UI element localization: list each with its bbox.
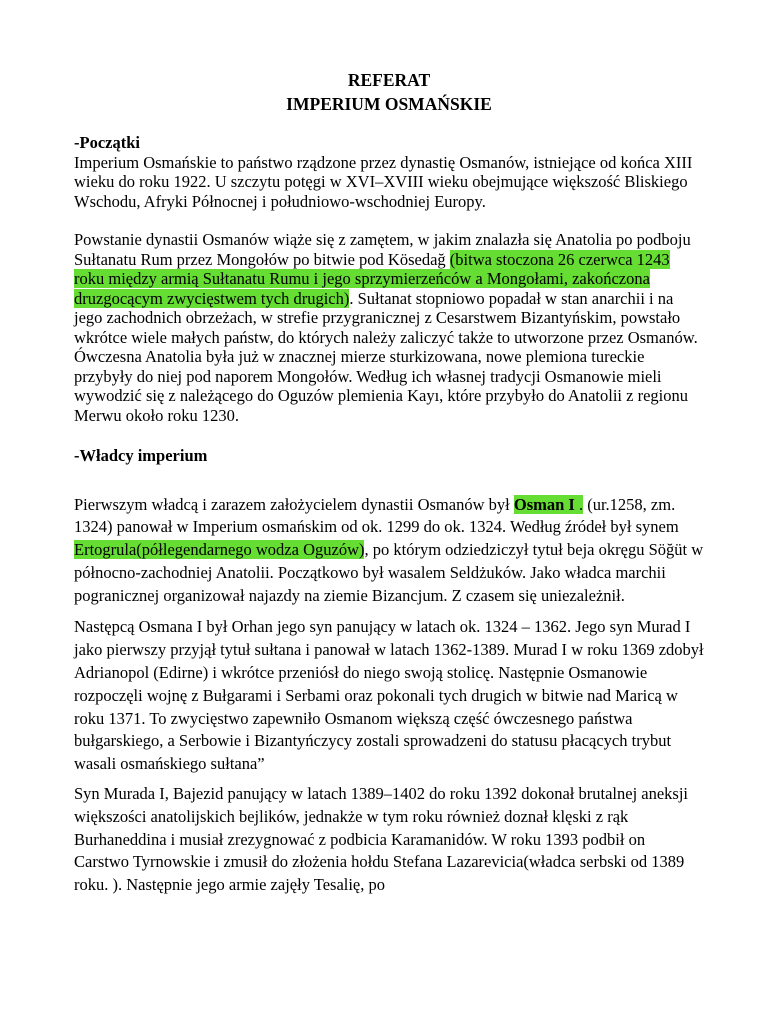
highlighted-text-ertogrul: Ertogrula(półlegendarnego wodza Oguzów)	[74, 540, 365, 560]
document-title	[74, 68, 704, 116]
section-heading-beginnings: -Początki	[74, 133, 140, 152]
paragraph-dynasty-origins	[74, 230, 704, 425]
text-segment: . Sułtanat stopniowo popadał w stan anarchii i na jego zachodnich obrzeżach, w strefie przygranicznej z Cesarstwem Bizantyńskim, powstało wkrótce wiele małych państw, do których należy zaliczyć także to utworzone przez Osmanów. Ówczesna Anatolia była już w znacznej mierze sturkizowana, nowe plemiona tureckie przybyły do niej pod naporem Mongołów. Według ich własnej tradycji Osmanowie mieli wywodzić się z należącego do Oguzów plemienia Kayı, które przybyło do Anatolii z regionu Merwu około roku 1230.	[74, 288, 698, 425]
highlighted-text-osman: Osman I	[513, 494, 579, 514]
text-segment: Powstanie dynastii Osmanów wiąże się z zamętem, w jakim znalazła się Anatolia po podboju Sułtanatu Rum przez Mongołów po bitwie pod Kösedağ	[74, 230, 691, 269]
title-line-2: IMPERIUM OSMAŃSKIE	[286, 94, 492, 114]
text-segment: Pierwszym władcą i zarazem założycielem dynastii Osmanów był	[74, 494, 514, 514]
highlighted-text-osman-tail: .	[578, 494, 584, 514]
paragraph-orhan-murad: Następcą Osmana I był Orhan jego syn panujący w latach ok. 1324 – 1362. Jego syn Murad I jako pierwszy przyjął tytuł sułtana i panował w latach 1362-1389. Murad I w roku 1369 zdobył Adrianopol (Edirne) i wkrótce przeniósł do niego swoją stolicę. Następnie Osmanowie rozpoczęli wojnę z Bułgarami i Serbami oraz pokonali tych drugich w bitwie nad Maricą w roku 1371. To zwycięstwo zapewniło Osmanom większą część ówczesnego państwa bułgarskiego, a Serbowie i Bizantyńczycy zostali sprowadzeni do statusu płacących trybut wasali osmańskiego sułtana”	[74, 617, 704, 774]
text-segment: , po którym odziedziczył tytuł beja okręgu Söğüt w północno-zachodniej Anatolii. Początkowo był wasalem Seldżuków. Jako władca marchii pogranicznej organizował najazdy na ziemie Bizancjum. Z czasem się uniezależnił.	[74, 540, 704, 605]
paragraph-intro: Imperium Osmańskie to państwo rządzone przez dynastię Osmanów, istniejące od końca XIII wieku do roku 1922. U szczytu potęgi w XVI–XVIII wieku obejmujące większość Bliskiego Wschodu, Afryki Północnej i południowo-wschodniej Europy.	[74, 152, 693, 211]
section-heading-rulers: -Władcy imperium	[74, 446, 208, 465]
paragraph-osman	[74, 494, 704, 608]
title-line-1: REFERAT	[347, 70, 431, 90]
highlighted-text-battle: (bitwa stoczona 26 czerwca 1243 roku między armią Sułtanatu Rumu i jego sprzymierzeńców a Mongołami, zakończona druzgocącym zwycięstwem tych drugich)	[74, 249, 670, 308]
text-segment: (ur.1258, zm. 1324) panował w Imperium osmańskim od ok. 1299 do ok. 1324. Według źródeł był synem	[74, 494, 679, 537]
paragraph-bajezid: Syn Murada I, Bajezid panujący w latach 1389–1402 do roku 1392 dokonał brutalnej aneksji większości anatolijskich bejlików, jednakże w tym roku również doznał klęski z rąk Burhaneddina i musiał zrezygnować z podbicia Karamanidów. W roku 1393 podbił on Carstwo Tyrnowskie i zmusił do złożenia hołdu Stefana Lazarevicia(władca serbski od 1389 roku. ). Następnie jego armie zajęły Tesalię, po	[74, 784, 689, 895]
document-page	[74, 68, 704, 897]
